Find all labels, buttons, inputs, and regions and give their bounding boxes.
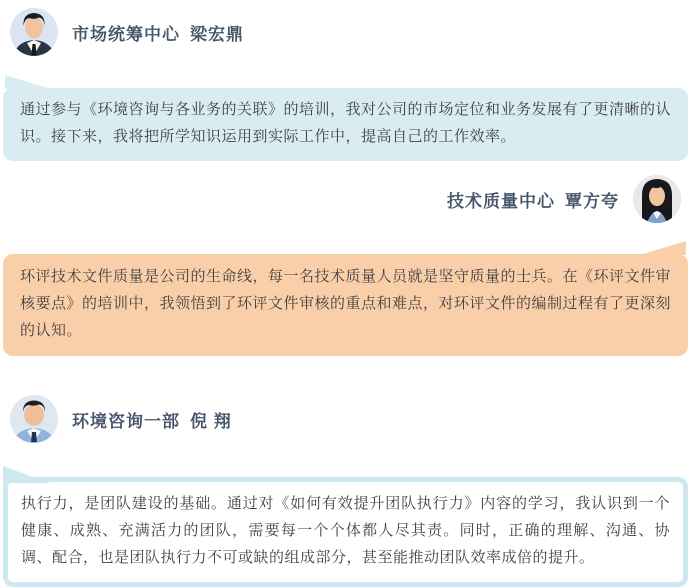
speech-bubble-peach (3, 254, 688, 356)
speaker-person-name: 梁宏鼎 (190, 24, 244, 44)
feedback-text: 环评技术文件质量是公司的生命线，每一名技术质量人员就是坚守质量的士兵。在《环评文件审核要点》的培训中，我领悟到了环评文件审核的重点和难点，对环评文件的编制过程有了更深刻的认知。 (20, 268, 672, 339)
avatar-photo-woman (633, 175, 681, 223)
speech-bubble-blue (3, 88, 688, 161)
feedback-text: 执行力，是团队建设的基础。通过对《如何有效提升团队执行力》内容的学习，我认识到一个健康、成熟、充满活力的团队，需要每一个个体都人尽其责。同时，正确的理解、沟通、协调、配合，也是团队执行力不可或缺的组成部分，甚至能推动团队效率成倍的提升。 (21, 495, 670, 566)
speaker-header (2, 175, 689, 223)
speaker-department: 技术质量中心 (447, 191, 555, 211)
feedback-section-1 (2, 0, 689, 161)
speaker-header (2, 395, 689, 443)
feedback-text: 通过参与《环境咨询与各业务的关联》的培训，我对公司的市场定位和业务发展有了更清晰的认识。接下来，我将把所学知识运用到实际工作中，提高自己的工作效率。 (20, 101, 672, 145)
avatar-photo-man-blue-shirt (10, 395, 58, 443)
speaker-name (72, 407, 232, 432)
speaker-header (2, 0, 689, 56)
bubble-tail-top-left (3, 466, 49, 483)
speaker-name (72, 20, 244, 45)
woman-avatar-icon (633, 175, 681, 223)
man-suit-avatar-icon (10, 8, 58, 56)
speech-bubble-outlined (3, 477, 688, 587)
avatar-photo-man-suit (10, 8, 58, 56)
speaker-person-name: 倪 翔 (190, 411, 232, 431)
feedback-section-2 (2, 175, 689, 356)
speaker-department: 环境咨询一部 (72, 411, 180, 431)
feedback-section-3 (2, 395, 689, 587)
speaker-person-name: 覃方夸 (565, 191, 619, 211)
man-blue-shirt-avatar-icon (10, 395, 58, 443)
speaker-name (447, 187, 619, 212)
speaker-department: 市场统筹中心 (72, 24, 180, 44)
bubble-tail-top-left (5, 75, 51, 89)
bubble-tail-top-right (640, 241, 686, 255)
